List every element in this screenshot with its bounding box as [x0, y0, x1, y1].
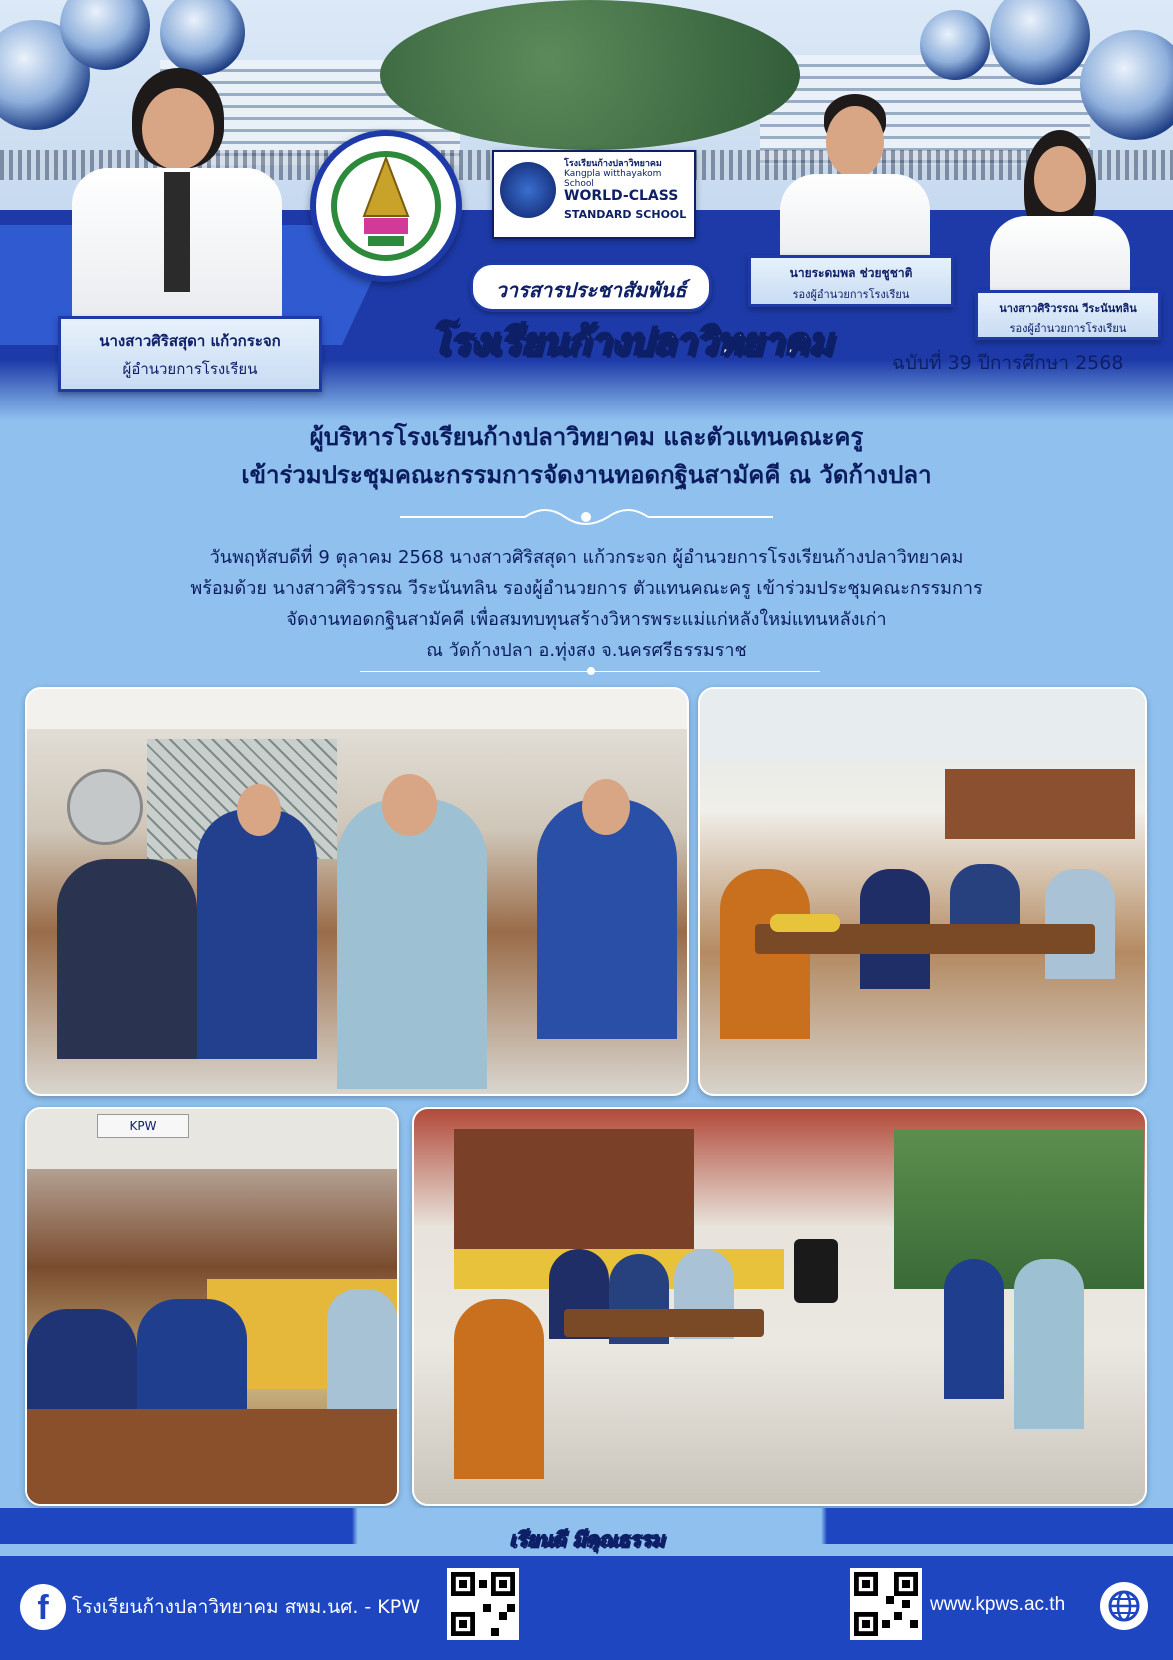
crest-emblem-icon: [316, 136, 456, 276]
facebook-page-link[interactable]: โรงเรียนก้างปลาวิทยาคม สพม.นศ. - KPW: [72, 1596, 421, 1618]
world-class-school-badge: [492, 150, 696, 239]
body-line-4: ณ วัดก้างปลา อ.ทุ่งสง จ.นครศรีธรรมราช: [426, 640, 747, 661]
globe-icon[interactable]: [1100, 1582, 1148, 1630]
motto-banner: [420, 1523, 753, 1553]
article-body: [0, 542, 1173, 666]
tree-background-image: [380, 0, 800, 150]
facebook-icon[interactable]: f: [20, 1584, 66, 1630]
qr-code-icon: [451, 1572, 515, 1636]
deputy-director-2-name: นางสาวศิริวรรณ วีระนันทลิน: [999, 302, 1137, 315]
flower-decoration-icon: [1080, 30, 1173, 140]
globe-icon: [500, 162, 556, 218]
flourish-icon: [400, 505, 773, 529]
deputy-director-1-caption: [748, 255, 954, 307]
article-title-line-2: เข้าร่วมประชุมคณะกรรมการจัดงานทอดกฐินสามัคคี ณ วัดก้างปลา: [241, 461, 932, 489]
issue-number: ฉบับที่ 39 ปีการศึกษา 2568: [892, 352, 1124, 374]
director-photo: [72, 60, 282, 320]
deputy-director-1-role: รองผู้อำนวยการโรงเรียน: [792, 288, 910, 301]
website-link[interactable]: www.kpws.ac.th: [930, 1594, 1066, 1615]
deputy-director-1-name: นายระดมพล ช่วยชูชาติ: [789, 266, 913, 280]
badge-school-name-th: โรงเรียนก้างปลาวิทยาคม: [564, 159, 662, 169]
ornament-divider: [400, 505, 773, 529]
flower-decoration-icon: [920, 10, 990, 80]
journal-label: วารสารประชาสัมพันธ์: [495, 278, 687, 302]
meeting-photo-2: [698, 687, 1147, 1096]
director-role: ผู้อำนวยการโรงเรียน: [122, 360, 258, 378]
deputy-director-2-role: รองผู้อำนวยการโรงเรียน: [1009, 322, 1127, 335]
article-title: [0, 418, 1173, 494]
meeting-photo-4: [412, 1107, 1147, 1506]
badge-school-name-en: Kangpla witthayakom School: [564, 169, 662, 189]
newsletter-header: [0, 0, 1173, 420]
deputy-director-2-photo: [990, 130, 1130, 295]
body-line-2: พร้อมด้วย นางสาวศิริวรรณ วีระนันทลิน รองผู้อำนวยการ ตัวแทนคณะครู เข้าร่วมประชุมคณะกรรมการ: [190, 578, 983, 599]
footer-bar: [0, 1556, 1173, 1660]
article-title-line-1: ผู้บริหารโรงเรียนก้างปลาวิทยาคม และตัวแทนคณะครู: [309, 423, 864, 451]
body-line-1: วันพฤหัสบดีที่ 9 ตุลาคม 2568 นางสาวศิริสสุดา แก้วกระจก ผู้อำนวยการโรงเรียนก้างปลาวิทยาคม: [209, 547, 964, 568]
director-caption: [58, 316, 322, 392]
badge-world-class: WORLD-CLASS: [564, 188, 679, 204]
qr-code-facebook: [447, 1568, 519, 1640]
body-underline-dot: [587, 667, 595, 675]
qr-code-icon: [854, 1572, 918, 1636]
school-motto: เรียนดี มีคุณธรรม: [509, 1527, 664, 1551]
school-crest-logo: [310, 130, 462, 282]
school-name-title: โรงเรียนก้างปลาวิทยาคม: [430, 320, 833, 363]
badge-standard-school: STANDARD SCHOOL: [564, 208, 687, 221]
kpw-sign: KPW: [97, 1114, 189, 1138]
qr-code-website: [850, 1568, 922, 1640]
journal-label-pill: [470, 262, 712, 312]
meeting-photo-3: [25, 1107, 399, 1506]
deputy-director-1-photo: [780, 90, 930, 260]
body-line-3: จัดงานทอดกฐินสามัคคี เพื่อสมทบทุนสร้างวิหารพระแม่แก่หลังใหม่แทนหลังเก่า: [286, 609, 887, 630]
meeting-photo-1: [25, 687, 689, 1096]
director-name: นางสาวศิริสสุดา แก้วกระจก: [99, 332, 281, 350]
deputy-director-2-caption: [975, 290, 1161, 340]
